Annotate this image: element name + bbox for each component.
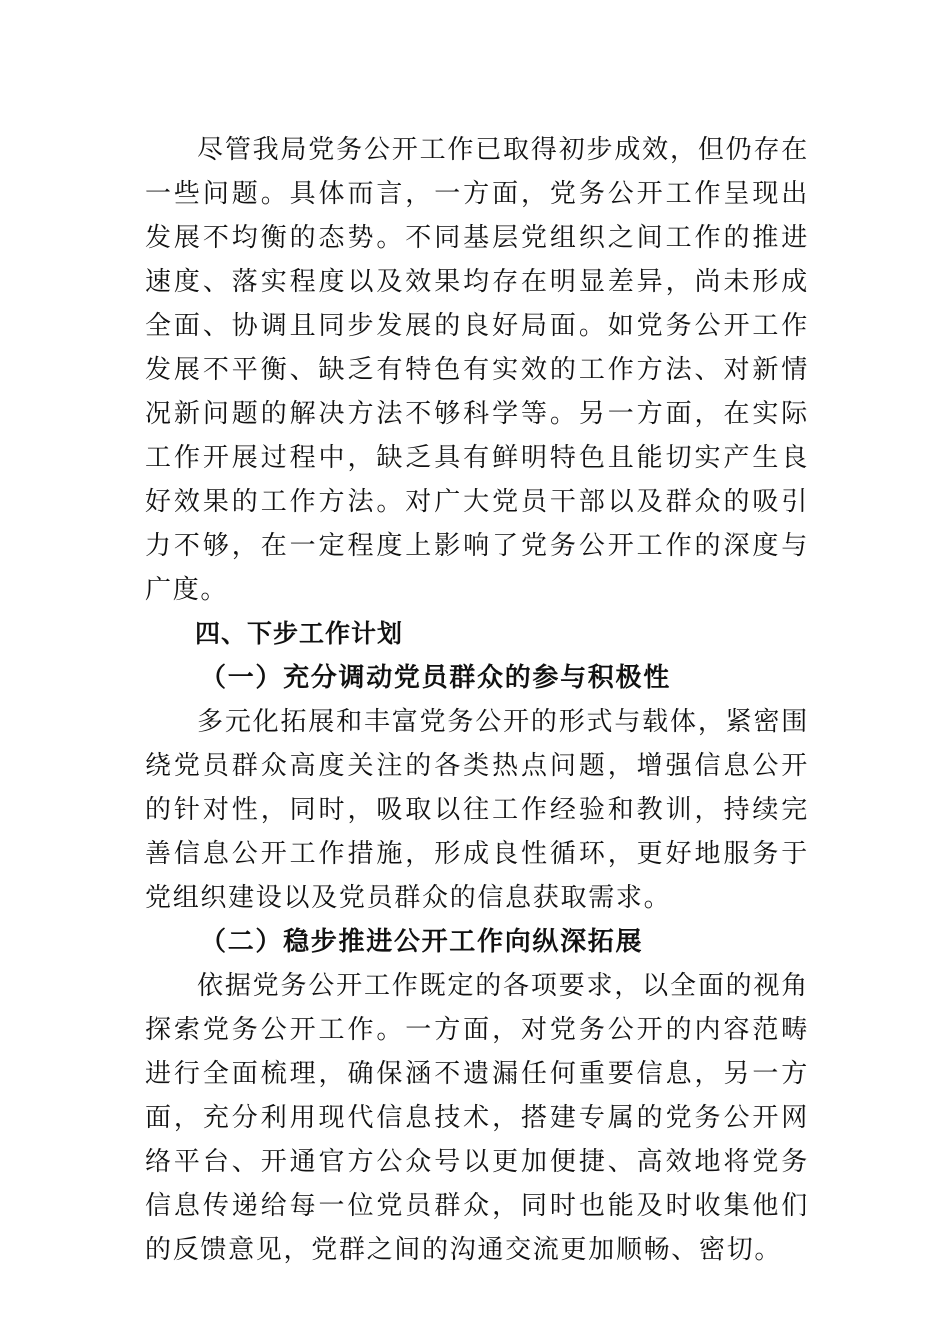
paragraph-issues: 尽管我局党务公开工作已取得初步成效，但仍存在一些问题。具体而言，一方面，党务公开工作呈现出发展不均衡的态势。不同基层党组织之间工作的推进速度、落实程度以及效果均存在明显差异，尚未形成全面、协调且同步发展的良好局面。如党务公开工作发展不平衡、缺乏有特色有实效的工作方法、对新情况新问题的解决方法不够科学等。另一方面，在实际工作开展过程中，缺乏具有鲜明特色且能切实产生良好效果的工作方法。对广大党员干部以及群众的吸引力不够，在一定程度上影响了党务公开工作的深度与广度。 — [145, 135, 809, 605]
paragraph-participation: 多元化拓展和丰富党务公开的形式与载体，紧密围绕党员群众高度关注的各类热点问题，增强信息公开的针对性，同时，吸取以往工作经验和教训，持续完善信息公开工作措施，形成良性循环，更好地服务于党组织建设以及党员群众的信息获取需求。 — [145, 707, 809, 913]
section-heading-next-steps: 四、下步工作计划 — [195, 619, 404, 648]
paragraph-deepening: 依据党务公开工作既定的各项要求，以全面的视角探索党务公开工作。一方面，对党务公开的内容范畴进行全面梳理，确保涵不遗漏任何重要信息，另一方面，充分利用现代信息技术，搭建专属的党务公开网络平台、开通官方公众号以更加便捷、高效地将党务信息传递给每一位党员群众，同时也能及时收集他们的反馈意见，党群之间的沟通交流更加顺畅、密切。 — [145, 971, 809, 1265]
subheading-participation: （一）充分调动党员群众的参与积极性 — [200, 663, 671, 693]
document-page — [145, 128, 809, 1272]
subheading-deepening: （二）稳步推进公开工作向纵深拓展 — [200, 927, 644, 957]
